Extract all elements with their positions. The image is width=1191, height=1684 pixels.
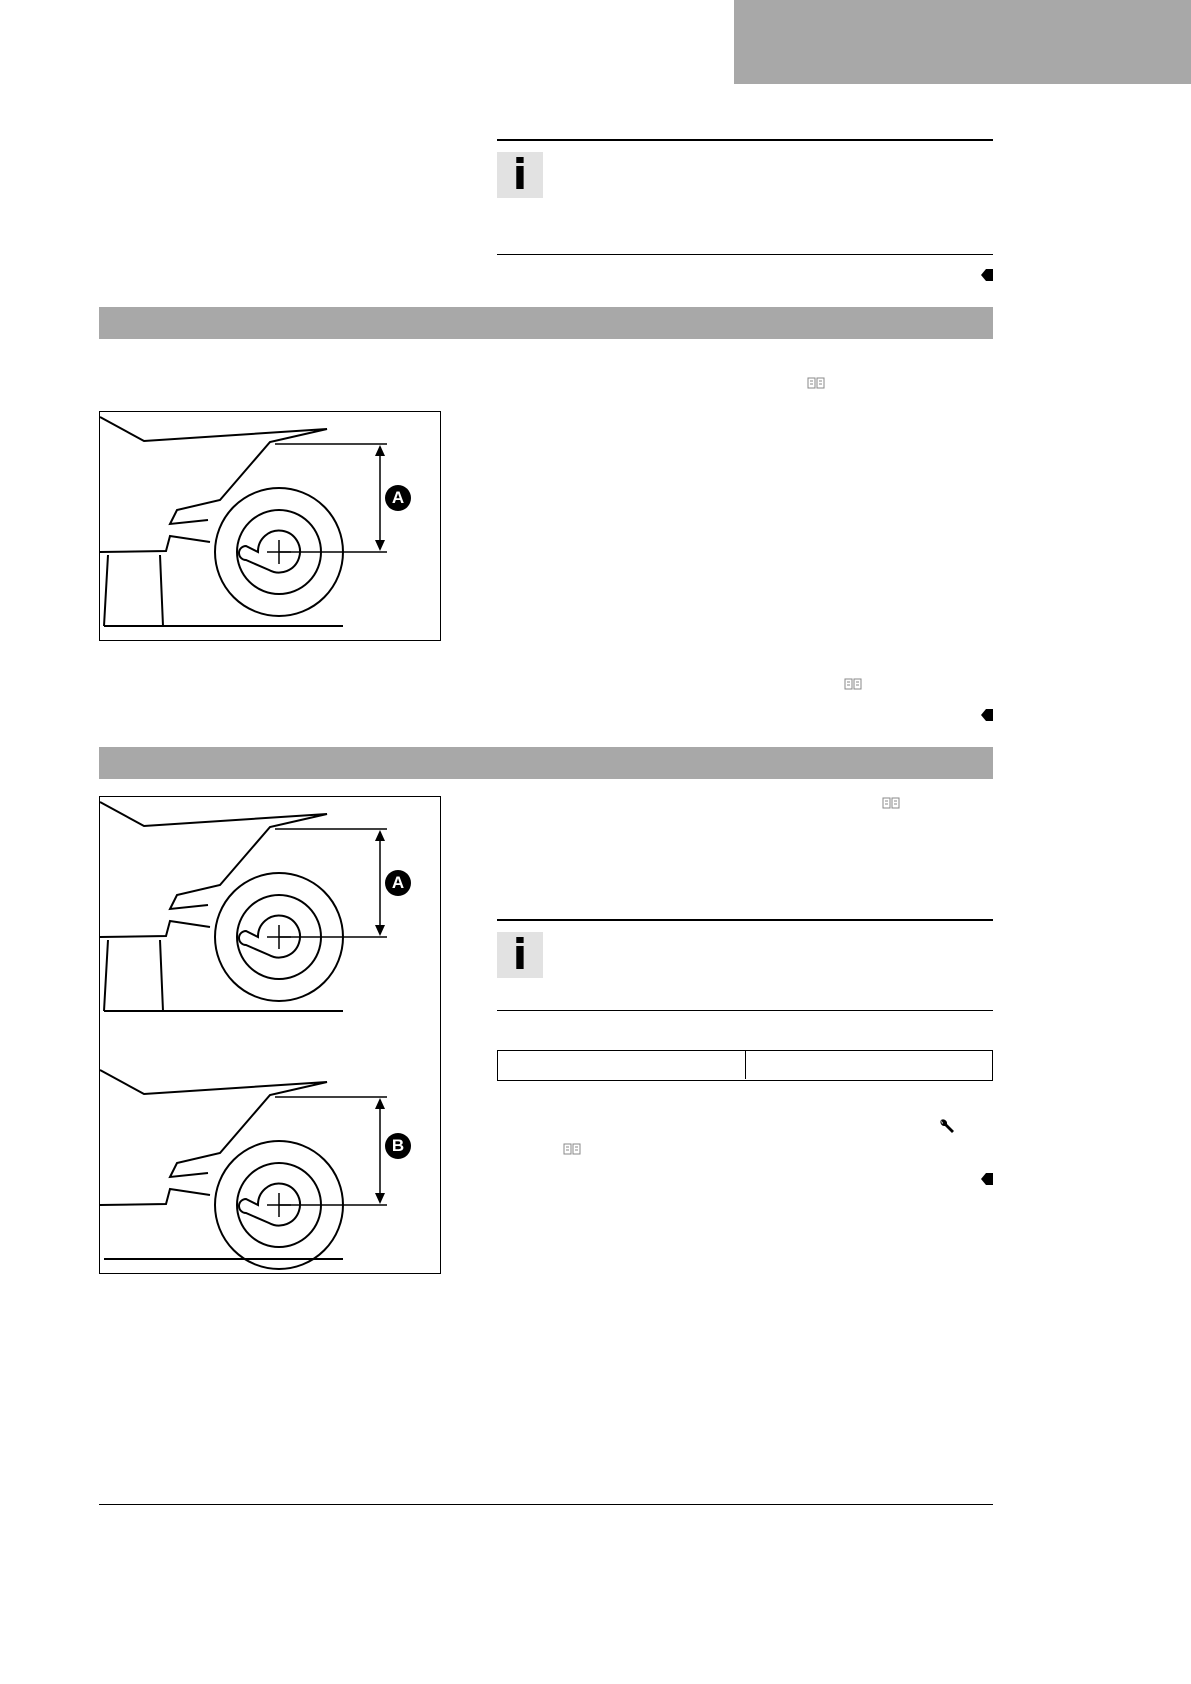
dimension-label-a: A <box>391 488 405 507</box>
note-top-rule <box>497 919 993 921</box>
table-column-divider <box>745 1051 746 1079</box>
book-reference-icon[interactable] <box>882 796 900 810</box>
header-tab <box>734 0 1191 84</box>
info-icon: i <box>497 152 543 198</box>
section-heading-bar <box>99 747 993 779</box>
specification-table <box>497 1050 993 1081</box>
figure-rear-height-loaded <box>99 796 441 1274</box>
motorcycle-rear-comparison-diagram <box>100 797 440 1273</box>
footer-rule <box>99 1504 993 1505</box>
book-reference-icon[interactable] <box>844 677 862 691</box>
section-heading-bar <box>99 307 993 339</box>
book-reference-icon[interactable] <box>807 376 825 390</box>
note-top-rule <box>497 139 993 141</box>
motorcycle-rear-diagram <box>100 412 440 640</box>
note-bottom-rule <box>497 1010 993 1011</box>
end-of-procedure-icon <box>981 1173 993 1185</box>
dimension-label-b: B <box>391 1136 405 1155</box>
book-reference-icon[interactable] <box>563 1142 581 1156</box>
info-icon: i <box>497 932 543 978</box>
wrench-icon <box>938 1118 955 1135</box>
dimension-label-a: A <box>391 873 405 892</box>
end-of-procedure-icon <box>981 709 993 721</box>
end-of-procedure-icon <box>981 269 993 281</box>
figure-rear-height-unloaded <box>99 411 441 641</box>
note-bottom-rule <box>497 254 993 255</box>
